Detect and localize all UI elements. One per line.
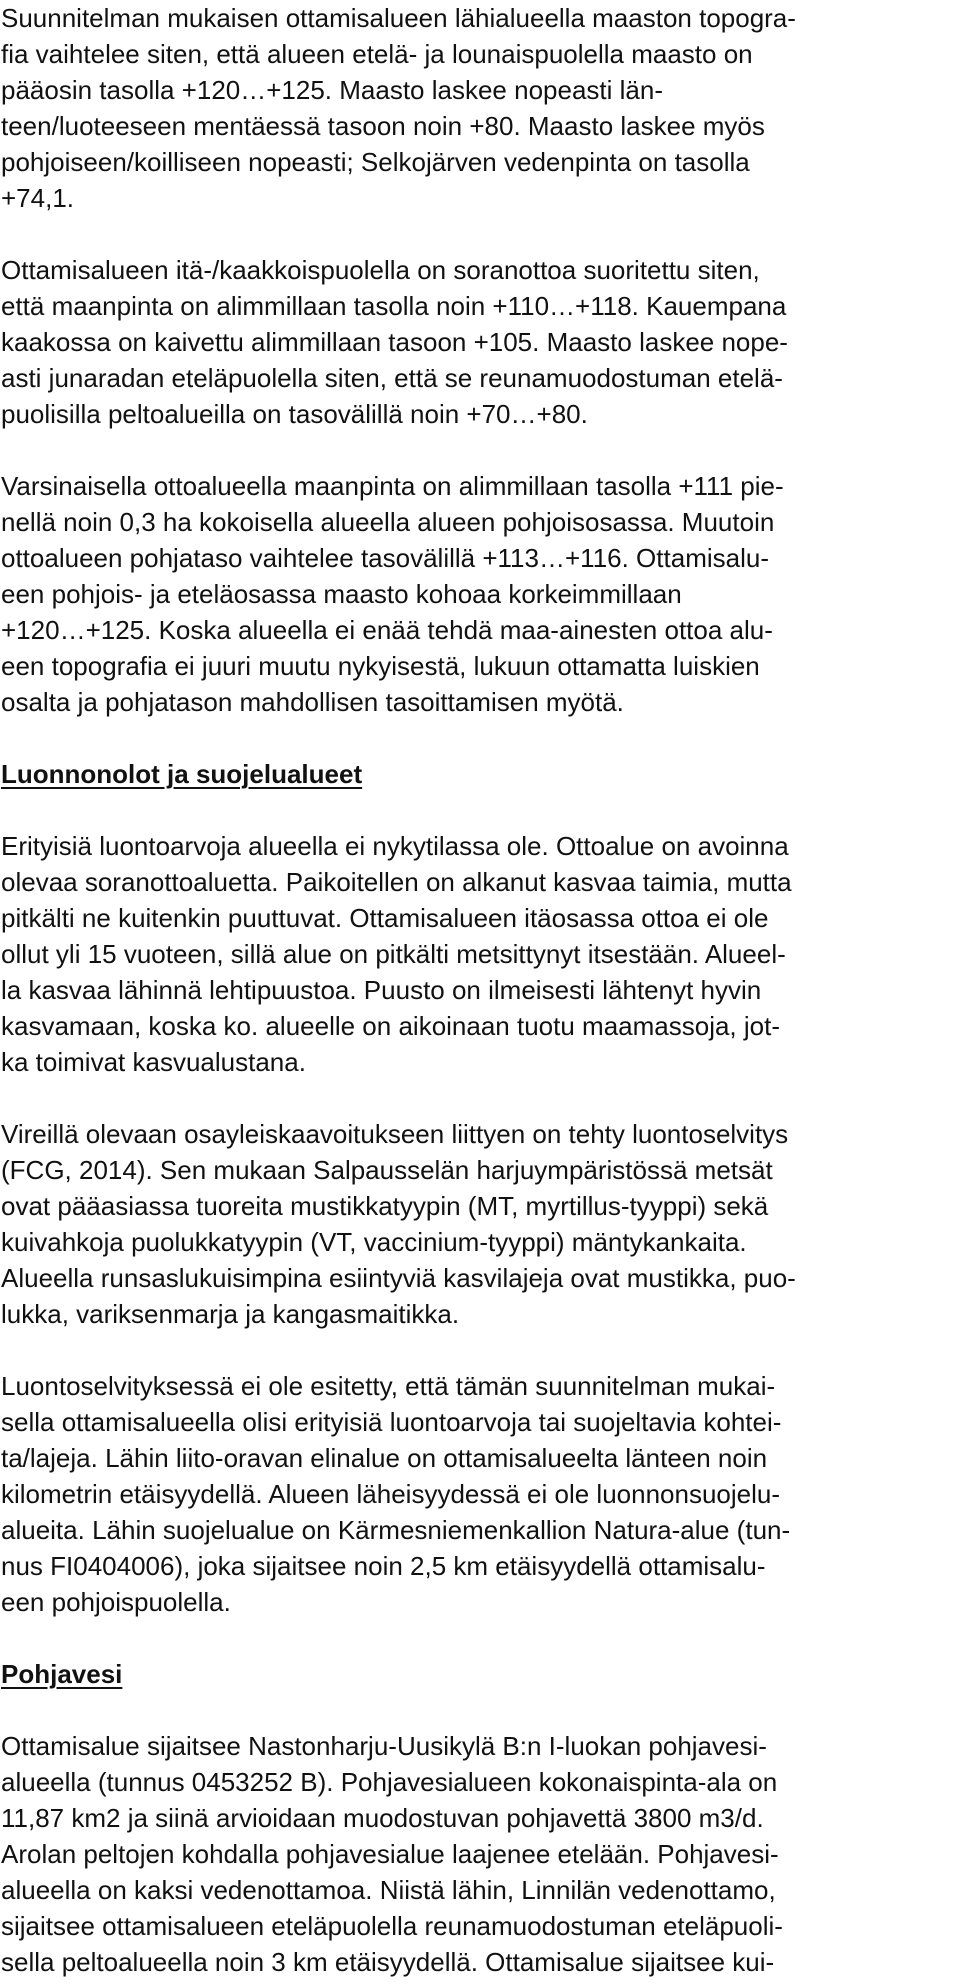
section-heading-nature: Luonnonolot ja suojelualueet bbox=[1, 759, 363, 789]
text-line: ka toimivat kasvualustana. bbox=[1, 1047, 306, 1077]
paragraph-protected-areas bbox=[1, 1368, 951, 1620]
text-line: Vireillä olevaan osayleiskaavoitukseen liittyen on tehty luontoselvitys bbox=[1, 1119, 789, 1149]
text-line: kuivahkoja puolukkatyypin (VT, vaccinium-tyyppi) mäntykankaita. bbox=[1, 1227, 747, 1257]
paragraph-topography-surroundings bbox=[1, 0, 951, 216]
text-line: kasvamaan, koska ko. alueelle on aikoinaan tuotu maamassoja, jot- bbox=[1, 1011, 780, 1041]
text-line: een pohjois- ja eteläosassa maasto kohoaa korkeimmillaan bbox=[1, 579, 682, 609]
text-line: lukka, variksenmarja ja kangasmaitikka. bbox=[1, 1299, 460, 1329]
text-line: alueella on kaksi vedenottamoa. Niistä lähin, Linnilän vedenottamo, bbox=[1, 1875, 776, 1905]
paragraph-east-extraction bbox=[1, 252, 951, 432]
text-line: Arolan peltojen kohdalla pohjavesialue laajenee etelään. Pohjavesi- bbox=[1, 1839, 779, 1869]
text-line: sella ottamisalueella olisi erityisiä luontoarvoja tai suojeltavia kohtei- bbox=[1, 1407, 782, 1437]
text-line: sijaitsee ottamisalueen eteläpuolella reunamuodostuman eteläpuoli- bbox=[1, 1911, 783, 1941]
text-line: Erityisiä luontoarvoja alueella ei nykytilassa ole. Ottoalue on avoinna bbox=[1, 831, 789, 861]
text-line: osalta ja pohjatason mahdollisen tasoittamisen myötä. bbox=[1, 687, 624, 717]
text-line: alueella (tunnus 0453252 B). Pohjavesialueen kokonaispinta-ala on bbox=[1, 1767, 778, 1797]
text-line: ottoalueen pohjataso vaihtelee tasovälillä +113…+116. Ottamisalu- bbox=[1, 543, 769, 573]
text-line: sella peltoalueella noin 3 km etäisyydellä. Ottamisalue sijaitsee kui- bbox=[1, 1947, 775, 1977]
text-line: pääosin tasolla +120…+125. Maasto laskee nopeasti län- bbox=[1, 75, 663, 105]
paragraph-gap bbox=[1, 432, 951, 468]
text-line: la kasvaa lähinnä lehtipuustoa. Puusto on ilmeisesti lähtenyt hyvin bbox=[1, 975, 762, 1005]
text-line: olevaa soranottoaluetta. Paikoitellen on alkanut kasvaa taimia, mutta bbox=[1, 867, 792, 897]
text-line: een pohjoispuolella. bbox=[1, 1587, 231, 1617]
paragraph-groundwater bbox=[1, 1728, 951, 1980]
text-line: (FCG, 2014). Sen mukaan Salpausselän harjuympäristössä metsät bbox=[1, 1155, 773, 1185]
section-heading-groundwater: Pohjavesi bbox=[1, 1659, 123, 1689]
paragraph-gap bbox=[1, 792, 951, 828]
paragraph-gap bbox=[1, 216, 951, 252]
paragraph-extraction-area-levels bbox=[1, 468, 951, 720]
paragraph-gap bbox=[1, 1692, 951, 1728]
text-line: Luontoselvityksessä ei ole esitetty, että tämän suunnitelman mukai- bbox=[1, 1371, 776, 1401]
text-line: Varsinaisella ottoalueella maanpinta on alimmillaan tasolla +111 pie- bbox=[1, 471, 784, 501]
text-line: 11,87 km2 ja siinä arvioidaan muodostuvan pohjavettä 3800 m3/d. bbox=[1, 1803, 764, 1833]
text-line: Suunnitelman mukaisen ottamisalueen lähialueella maaston topogra- bbox=[1, 3, 796, 33]
text-line: nellä noin 0,3 ha kokoisella alueella alueen pohjoisosassa. Muutoin bbox=[1, 507, 775, 537]
text-line: pohjoiseen/koilliseen nopeasti; Selkojärven vedenpinta on tasolla bbox=[1, 147, 750, 177]
text-line: teen/luoteeseen mentäessä tasoon noin +80. Maasto laskee myös bbox=[1, 111, 765, 141]
text-line: ovat pääasiassa tuoreita mustikkatyypin (MT, myrtillus-tyyppi) sekä bbox=[1, 1191, 769, 1221]
document-page bbox=[1, 0, 951, 1980]
paragraph-nature-survey bbox=[1, 1116, 951, 1332]
paragraph-gap bbox=[1, 1620, 951, 1656]
text-line: +74,1. bbox=[1, 183, 75, 213]
text-line: ollut yli 15 vuoteen, sillä alue on pitkälti metsittynyt itsestään. Alueel- bbox=[1, 939, 786, 969]
text-line: een topografia ei juuri muutu nykyisestä, lukuun ottamatta luiskien bbox=[1, 651, 760, 681]
text-line: asti junaradan eteläpuolella siten, että se reunamuodostuman etelä- bbox=[1, 363, 783, 393]
paragraph-gap bbox=[1, 1080, 951, 1116]
text-line: Ottamisalueen itä-/kaakkoispuolella on soranottoa suoritettu siten, bbox=[1, 255, 760, 285]
text-line: puolisilla peltoalueilla on tasovälillä noin +70…+80. bbox=[1, 399, 588, 429]
text-line: että maanpinta on alimmillaan tasolla noin +110…+118. Kauempana bbox=[1, 291, 787, 321]
paragraph-nature-values bbox=[1, 828, 951, 1080]
text-line: nus FI0404006), joka sijaitsee noin 2,5 km etäisyydellä ottamisalu- bbox=[1, 1551, 766, 1581]
text-line: +120…+125. Koska alueella ei enää tehdä maa-ainesten ottoa alu- bbox=[1, 615, 773, 645]
text-line: ta/lajeja. Lähin liito-oravan elinalue on ottamisalueelta länteen noin bbox=[1, 1443, 768, 1473]
text-line: alueita. Lähin suojelualue on Kärmesniemenkallion Natura-alue (tun- bbox=[1, 1515, 791, 1545]
text-line: kilometrin etäisyydellä. Alueen läheisyydessä ei ole luonnonsuojelu- bbox=[1, 1479, 781, 1509]
text-line: Alueella runsaslukuisimpina esiintyviä kasvilajeja ovat mustikka, puo- bbox=[1, 1263, 796, 1293]
text-line: kaakossa on kaivettu alimmillaan tasoon +105. Maasto laskee nope- bbox=[1, 327, 788, 357]
text-line: Ottamisalue sijaitsee Nastonharju-Uusikylä B:n I-luokan pohjavesi- bbox=[1, 1731, 767, 1761]
text-line: fia vaihtelee siten, että alueen etelä- ja lounaispuolella maasto on bbox=[1, 39, 753, 69]
paragraph-gap bbox=[1, 720, 951, 756]
text-line: pitkälti ne kuitenkin puuttuvat. Ottamisalueen itäosassa ottoa ei ole bbox=[1, 903, 769, 933]
paragraph-gap bbox=[1, 1332, 951, 1368]
